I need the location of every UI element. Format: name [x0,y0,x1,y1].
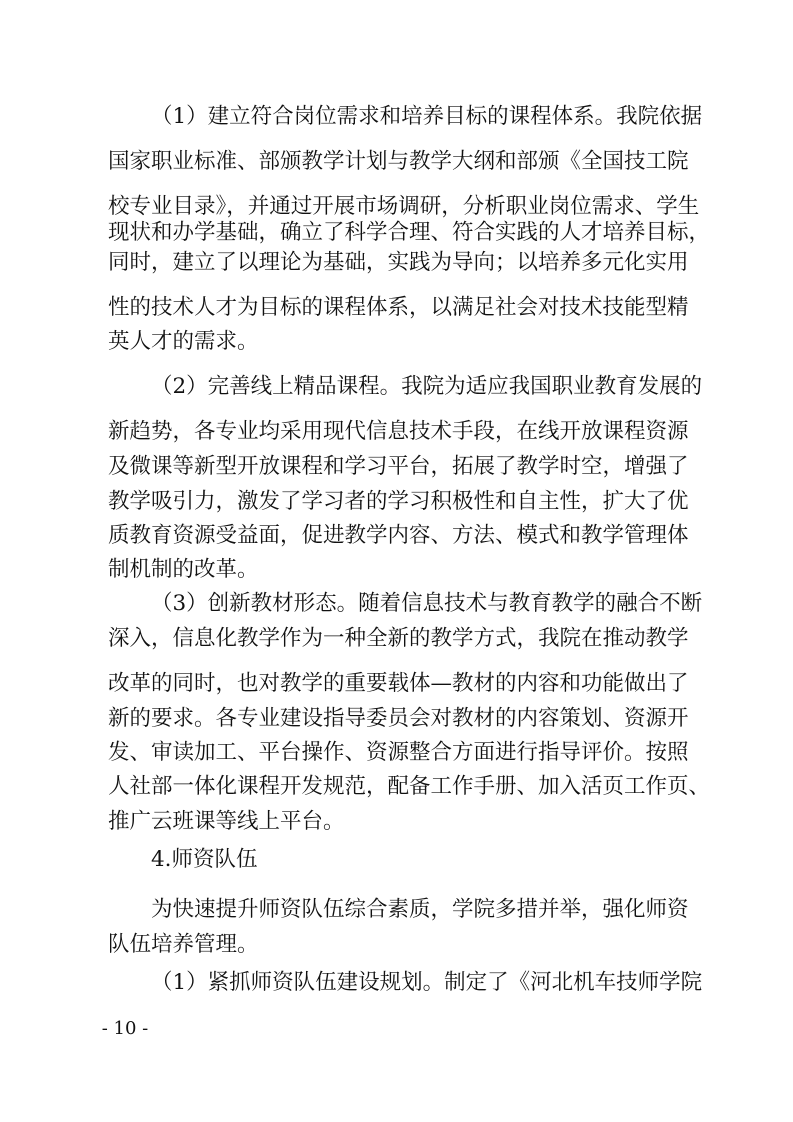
text-line: 性的技术人才为目标的课程体系，以满足社会对技术技能型精 [108,295,689,320]
text-line: 及微课等新型开放课程和学习平台，拓展了教学时空，增强了 [108,454,689,479]
text-line: （1）紧抓师资队伍建设规划。制定了《河北机车技师学院 [151,970,703,995]
text-line: 改革的同时，也对教学的重要载体—教材的内容和功能做出了 [108,671,689,696]
text-line: 质教育资源受益面，促进教学内容、方法、模式和教学管理体 [108,523,689,548]
text-line: 现状和办学基础，确立了科学合理、符合实践的人才培养目标， [108,220,711,245]
text-line: 发、审读加工、平台操作、资源整合方面进行指导评价。按照 [108,740,689,765]
text-line: 推广云班课等线上平台。 [108,809,345,834]
text-line: 新趋势，各专业均采用现代信息技术手段，在线开放课程资源 [108,419,689,444]
text-line: 深入，信息化教学作为一种全新的教学方式，我院在推动教学 [108,626,689,651]
text-line: 国家职业标准、部颁教学计划与教学大纲和部颁《全国技工院 [108,149,689,174]
text-line: （2）完善线上精品课程。我院为适应我国职业教育发展的 [151,374,703,399]
text-line: （3）创新教材形态。随着信息技术与教育教学的融合不断 [151,591,703,616]
text-line: 校专业目录》，并通过开展市场调研，分析职业岗位需求、学生 [108,194,700,219]
text-line: 英人才的需求。 [108,329,259,354]
text-line: 教学吸引力，激发了学习者的学习积极性和自主性，扩大了优 [108,489,689,514]
text-line: 为快速提升师资队伍综合素质，学院多措并举，强化师资 [151,897,689,922]
section-heading: 4.师资队伍 [151,847,258,872]
text-line: 同时，建立了以理论为基础，实践为导向；以培养多元化实用 [108,250,689,275]
text-line: 人社部一体化课程开发规范，配备工作手册、加入活页工作页、 [108,774,711,799]
text-line: （1）建立符合岗位需求和培养目标的课程体系。我院依据 [151,104,703,129]
text-line: 制机制的改革。 [108,557,259,582]
page-number: - 10 - [101,1018,149,1039]
text-line: 队伍培养管理。 [108,932,259,957]
text-line: 新的要求。各专业建设指导委员会对教材的内容策划、资源开 [108,706,689,731]
